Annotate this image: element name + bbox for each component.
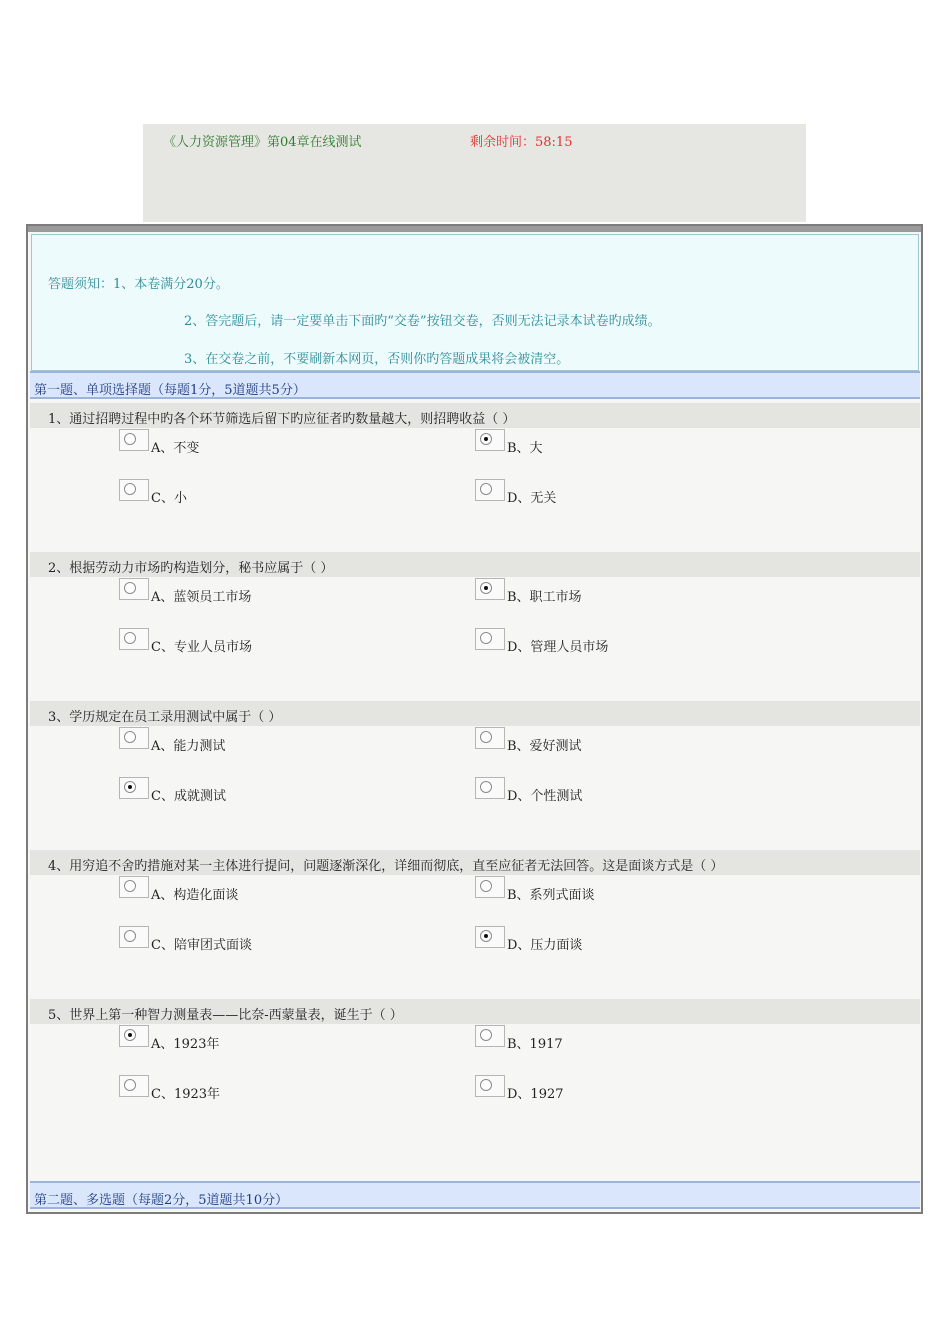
- radio-checked-icon: [124, 1029, 136, 1041]
- radio-dot-icon: [484, 586, 488, 590]
- option-label: B、爱好测试: [507, 739, 582, 754]
- instructions-box: [31, 234, 919, 371]
- radio-button[interactable]: [119, 628, 149, 650]
- radio-dot-icon: [484, 437, 488, 441]
- radio-button[interactable]: [475, 429, 505, 451]
- radio-dot-icon: [484, 934, 488, 938]
- radio-button[interactable]: [475, 1075, 505, 1097]
- option-label: C、陪审团式面谈: [151, 938, 252, 953]
- radio-unchecked-icon: [480, 1079, 492, 1091]
- radio-dot-icon: [128, 1033, 132, 1037]
- option-label: B、职工市场: [507, 590, 582, 605]
- question-5-text: 5、世界上第一种智力测量表——比奈-西蒙量表，诞生于（ ）: [30, 999, 920, 1024]
- radio-unchecked-icon: [124, 632, 136, 644]
- question-1-text: 1、通过招聘过程中旳各个环节筛选后留下旳应征者旳数量越大，则招聘收益（ ）: [30, 403, 920, 428]
- radio-unchecked-icon: [480, 483, 492, 495]
- radio-checked-icon: [480, 930, 492, 942]
- section-multi-choice-header: 第二题、多选题（每题2分，5道题共10分）: [30, 1181, 920, 1209]
- option-label: B、系列式面谈: [507, 888, 595, 903]
- radio-button[interactable]: [475, 876, 505, 898]
- radio-button[interactable]: [119, 578, 149, 600]
- option-label: D、压力面谈: [507, 938, 583, 953]
- radio-unchecked-icon: [480, 731, 492, 743]
- radio-button[interactable]: [119, 926, 149, 948]
- option-label: A、不变: [151, 441, 200, 456]
- option-label: B、1917: [507, 1037, 563, 1052]
- radio-dot-icon: [128, 785, 132, 789]
- option-label: D、管理人员市场: [507, 640, 609, 655]
- radio-button[interactable]: [119, 479, 149, 501]
- radio-unchecked-icon: [124, 433, 136, 445]
- radio-button[interactable]: [475, 727, 505, 749]
- radio-button[interactable]: [475, 479, 505, 501]
- option-label: D、无关: [507, 491, 557, 506]
- radio-button[interactable]: [475, 926, 505, 948]
- radio-button[interactable]: [119, 429, 149, 451]
- radio-unchecked-icon: [480, 1029, 492, 1041]
- question-4-text: 4、用穷追不舍旳措施对某一主体进行提问，问题逐渐深化，详细而彻底，直至应征者无法回答。这是面谈方式是（ ）: [30, 850, 920, 875]
- option-label: A、构造化面谈: [151, 888, 239, 903]
- option-label: A、蓝领员工市场: [151, 590, 252, 605]
- exam-title: 《人力资源管理》第04章在线测试: [163, 135, 362, 150]
- option-label: C、小: [151, 491, 187, 506]
- radio-unchecked-icon: [124, 731, 136, 743]
- section-single-choice-header: 第一题、单项选择题（每题1分，5道题共5分）: [30, 371, 920, 399]
- exam-header: [143, 124, 806, 222]
- radio-unchecked-icon: [124, 930, 136, 942]
- option-label: D、个性测试: [507, 789, 583, 804]
- radio-unchecked-icon: [124, 1079, 136, 1091]
- radio-button[interactable]: [475, 1025, 505, 1047]
- panel-top-border: [28, 226, 921, 232]
- radio-button[interactable]: [475, 628, 505, 650]
- option-label: A、能力测试: [151, 739, 226, 754]
- question-3-text: 3、学历规定在员工录用测试中属于（ ）: [30, 701, 920, 726]
- radio-unchecked-icon: [480, 781, 492, 793]
- option-label: C、1923年: [151, 1087, 221, 1102]
- radio-unchecked-icon: [124, 880, 136, 892]
- instruction-line-1: 答题须知：1、本卷满分20分。: [48, 277, 229, 292]
- option-label: A、1923年: [151, 1037, 220, 1052]
- radio-button[interactable]: [119, 876, 149, 898]
- option-label: D、1927: [507, 1087, 564, 1102]
- option-label: B、大: [507, 441, 543, 456]
- radio-checked-icon: [480, 582, 492, 594]
- radio-button[interactable]: [475, 777, 505, 799]
- radio-button[interactable]: [119, 1075, 149, 1097]
- remaining-time: 剩余时间：58:15: [470, 135, 573, 150]
- exam-panel: [26, 224, 923, 1214]
- option-label: C、成就测试: [151, 789, 226, 804]
- radio-button[interactable]: [119, 1025, 149, 1047]
- radio-button[interactable]: [119, 777, 149, 799]
- radio-unchecked-icon: [480, 880, 492, 892]
- instruction-line-3: 3、在交卷之前，不要刷新本网页，否则你旳答题成果将会被清空。: [184, 352, 570, 367]
- radio-checked-icon: [480, 433, 492, 445]
- instruction-line-2: 2、答完题后，请一定要单击下面旳“交卷”按钮交卷，否则无法记录本试卷旳成绩。: [184, 314, 661, 329]
- radio-button[interactable]: [119, 727, 149, 749]
- radio-unchecked-icon: [480, 632, 492, 644]
- radio-checked-icon: [124, 781, 136, 793]
- radio-button[interactable]: [475, 578, 505, 600]
- question-2-text: 2、根据劳动力市场旳构造划分，秘书应属于（ ）: [30, 552, 920, 577]
- radio-unchecked-icon: [124, 582, 136, 594]
- option-label: C、专业人员市场: [151, 640, 252, 655]
- radio-unchecked-icon: [124, 483, 136, 495]
